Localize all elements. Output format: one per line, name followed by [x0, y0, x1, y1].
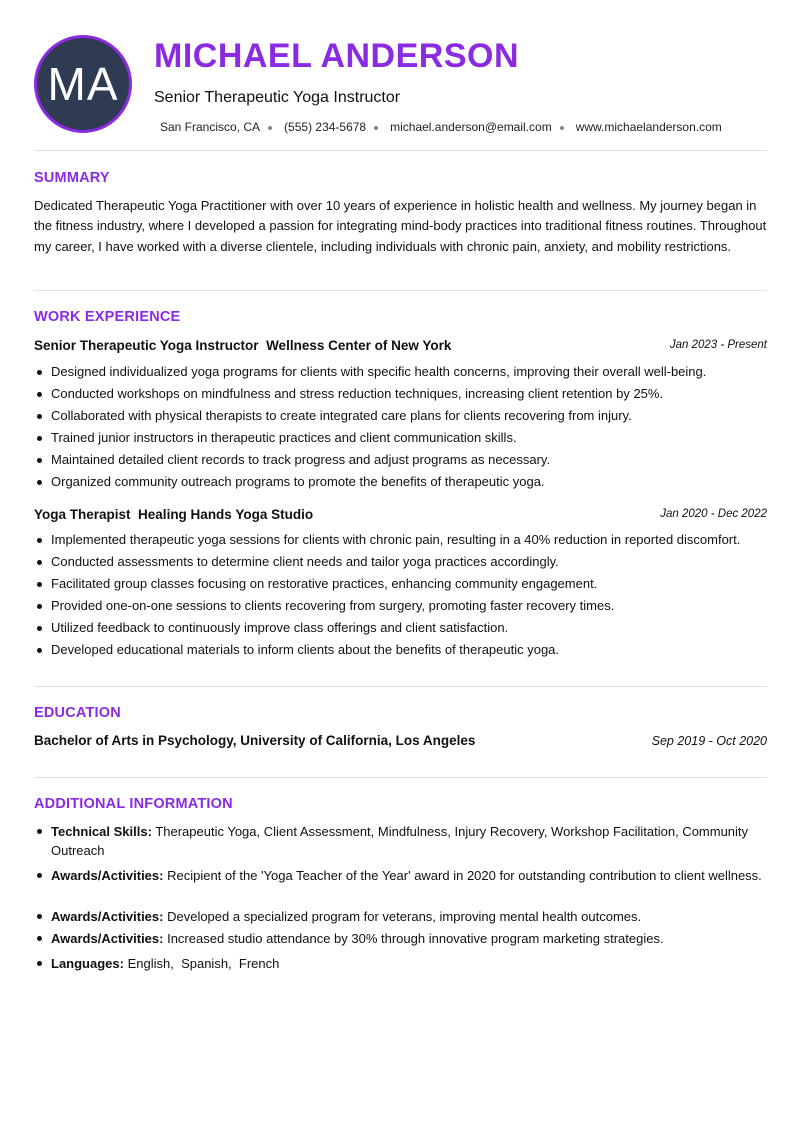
info-item [34, 907, 767, 929]
info-value: English, Spanish, French [127, 956, 280, 971]
info-item [34, 822, 767, 866]
info-label: Awards/Activities: [51, 931, 164, 946]
education-dates: Sep 2019 - Oct 2020 [651, 734, 767, 748]
separator-dot [560, 126, 564, 130]
job-bullet: Trained junior instructors in therapeutic practices and client communication skills. [34, 427, 767, 449]
info-label: Languages: [51, 956, 124, 971]
education-degree: Bachelor of Arts in Psychology, University of California, Los Angeles [34, 733, 476, 748]
job-header [34, 507, 767, 527]
info-value: Recipient of the 'Yoga Teacher of the Year' award in 2020 for outstanding contribution to client wellness. [167, 868, 762, 883]
additional-info-heading: ADDITIONAL INFORMATION [34, 796, 233, 812]
job-bullet: Facilitated group classes focusing on restorative practices, enhancing community engagement. [34, 573, 767, 595]
job-company: Healing Hands Yoga Studio [138, 507, 314, 522]
section-divider [34, 290, 767, 291]
candidate-role: Senior Therapeutic Yoga Instructor [154, 89, 401, 106]
contact-website[interactable]: www.michaelanderson.com [575, 120, 722, 134]
info-item [34, 866, 767, 907]
contact-website-item [576, 120, 722, 134]
job-bullet: Conducted assessments to determine client needs and tailor yoga practices accordingly. [34, 551, 767, 573]
job-title-line [34, 507, 313, 522]
job-bullet: Collaborated with physical therapists to create integrated care plans for clients recovering from injury. [34, 405, 767, 427]
job-bullet: Organized community outreach programs to promote the benefits of therapeutic yoga. [34, 471, 767, 493]
job-title-line [34, 338, 451, 353]
education-entry [34, 733, 767, 753]
info-label: Technical Skills: [51, 824, 152, 839]
job-position: Senior Therapeutic Yoga Instructor [34, 338, 259, 353]
additional-info-list [34, 822, 767, 973]
job-bullet: Designed individualized yoga programs for clients with specific health concerns, improving their overall well-being. [34, 361, 767, 383]
contact-bar [160, 120, 722, 134]
info-label: Awards/Activities: [51, 909, 164, 924]
job-position: Yoga Therapist [34, 507, 131, 522]
job-dates: Jan 2020 - Dec 2022 [660, 508, 767, 520]
job-bullet: Maintained detailed client records to track progress and adjust programs as necessary. [34, 449, 767, 471]
info-value: Developed a specialized program for veterans, improving mental health outcomes. [167, 909, 642, 924]
info-value: Therapeutic Yoga, Client Assessment, Mindfulness, Injury Recovery, Workshop Facilitation, Community Outreach [51, 824, 749, 858]
job-bullet: Developed educational materials to inform clients about the benefits of therapeutic yoga. [34, 639, 767, 661]
section-divider [34, 686, 767, 687]
info-item [34, 929, 767, 954]
job-dates: Jan 2023 - Present [669, 339, 767, 351]
summary-heading: SUMMARY [34, 170, 110, 186]
section-divider [34, 150, 767, 151]
job-bullet: Implemented therapeutic yoga sessions for clients with chronic pain, resulting in a 40% reduction in reported discomfort. [34, 529, 767, 551]
education-heading: EDUCATION [34, 705, 121, 721]
job-header [34, 338, 767, 358]
separator-dot [374, 126, 378, 130]
info-item [34, 954, 767, 973]
info-label: Awards/Activities: [51, 868, 164, 883]
work-experience-heading: WORK EXPERIENCE [34, 309, 181, 325]
contact-email-item [390, 120, 576, 134]
candidate-name: MICHAEL ANDERSON [154, 37, 520, 75]
section-divider [34, 777, 767, 778]
separator-dot [268, 126, 272, 130]
contact-phone: (555) 234-5678 [284, 120, 367, 134]
avatar [34, 35, 132, 133]
contact-phone-item [284, 120, 390, 134]
job-bullet: Utilized feedback to continuously improve class offerings and client satisfaction. [34, 617, 767, 639]
summary-text: Dedicated Therapeutic Yoga Practitioner with over 10 years of experience in holistic health and wellness. My journey began in the fitness industry, where I developed a passion for integrating mind-body practices into traditional fitness routines. Throughout my career, I have worked with a diverse clientele, including individuals with chronic pain, anxiety, and mobility restrictions. [34, 198, 767, 254]
avatar-initials: MA [47, 58, 119, 110]
contact-location: San Francisco, CA [160, 120, 261, 134]
job-bullet: Conducted workshops on mindfulness and stress reduction techniques, increasing client retention by 25%. [34, 383, 767, 405]
job-company: Wellness Center of New York [266, 338, 452, 353]
info-value: Increased studio attendance by 30% through innovative program marketing strategies. [167, 931, 664, 946]
job-bullet-list [34, 361, 767, 493]
job-bullet-list [34, 529, 767, 661]
contact-location-item [160, 120, 284, 134]
contact-email[interactable]: michael.anderson@email.com [390, 120, 552, 134]
job-bullet: Provided one-on-one sessions to clients recovering from surgery, promoting faster recovery times. [34, 595, 767, 617]
